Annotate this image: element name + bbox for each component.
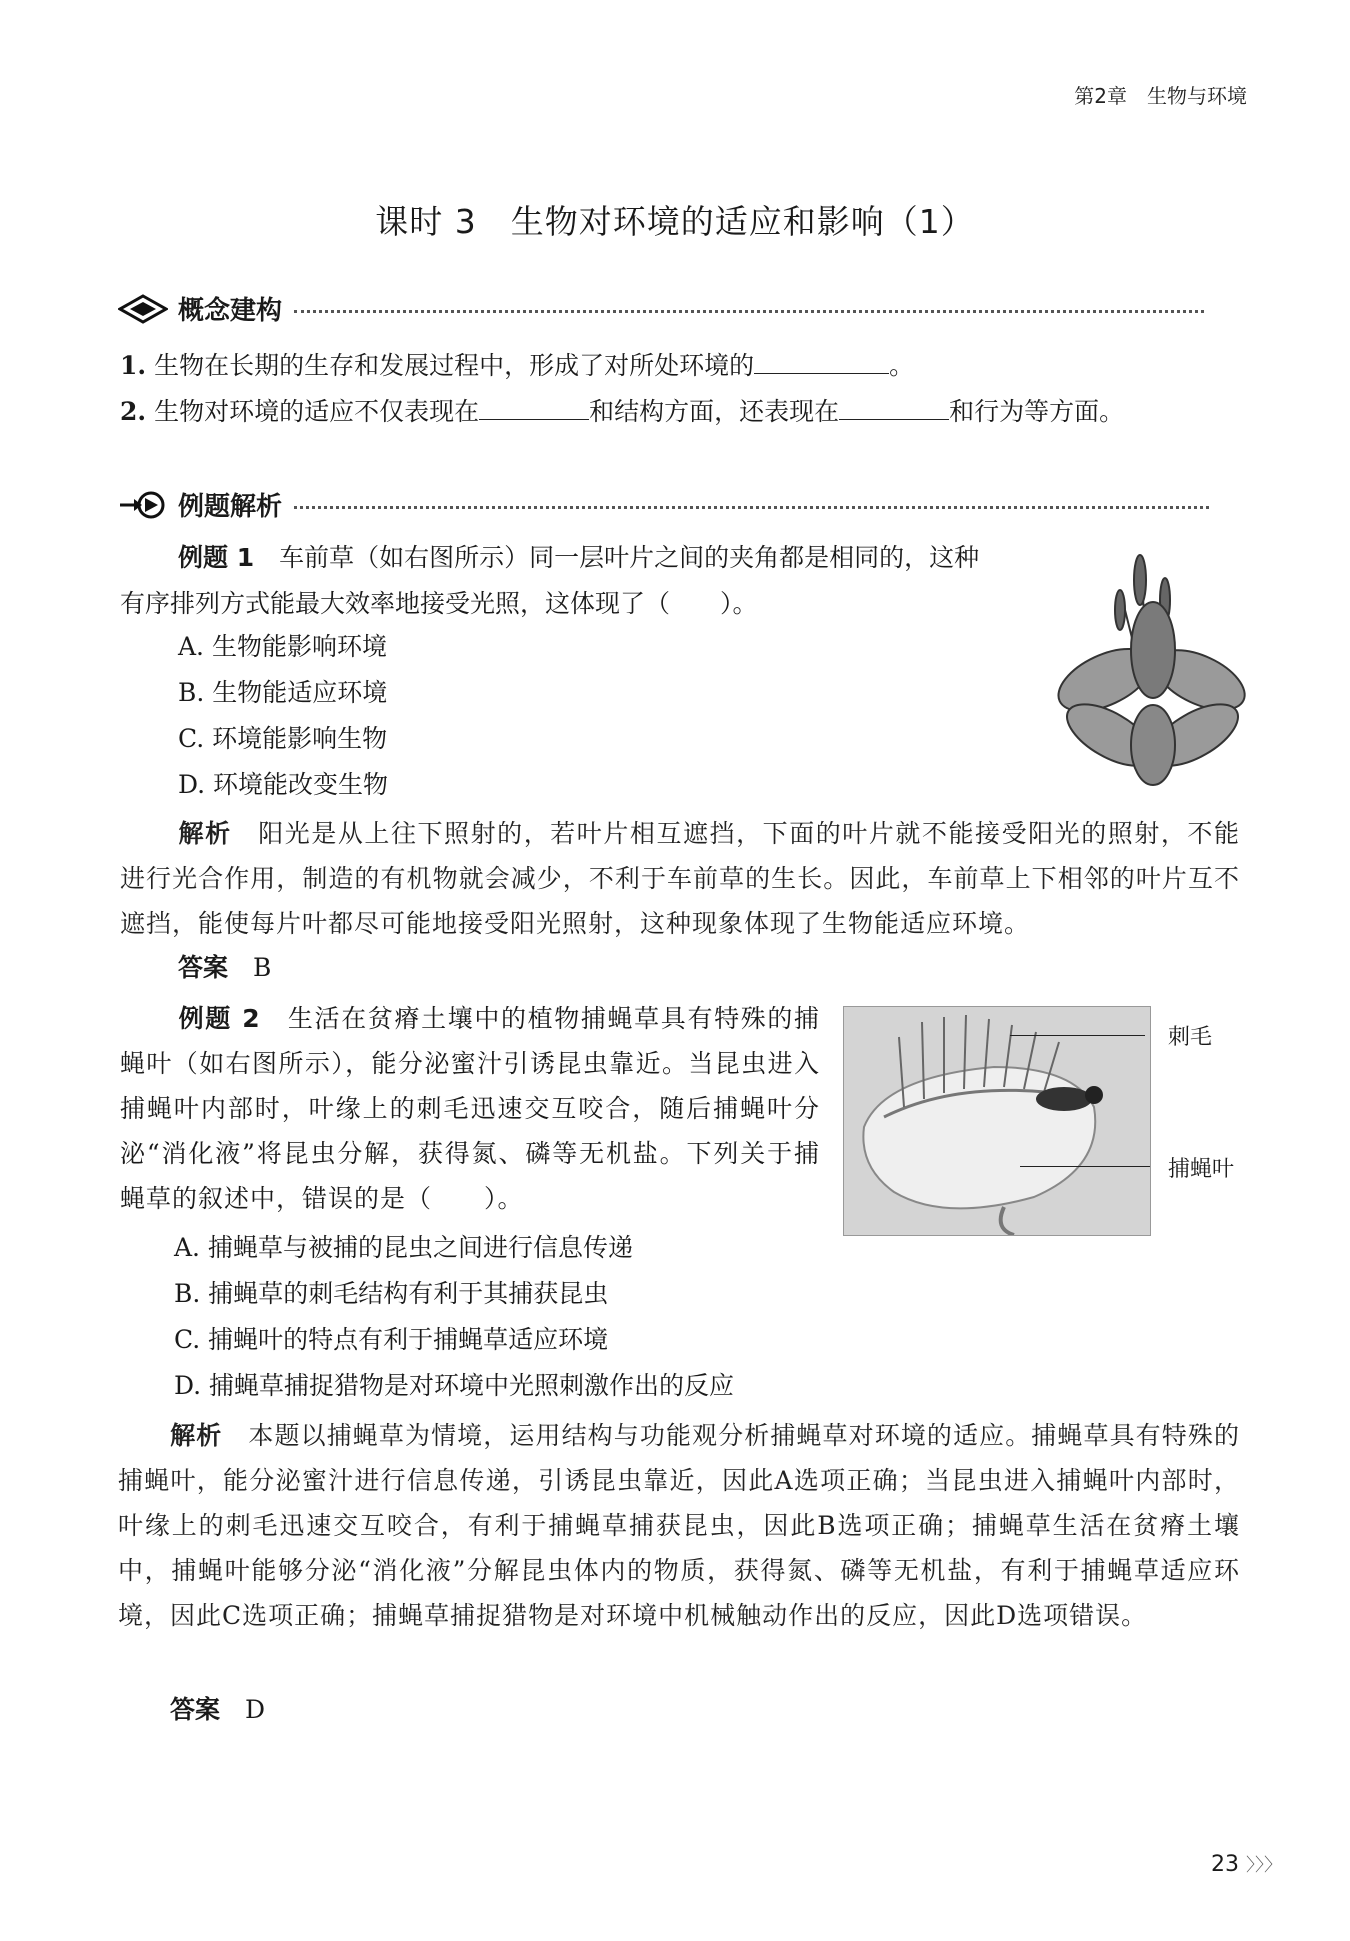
answer-label: 答案	[170, 1695, 221, 1724]
page-number	[1211, 1851, 1282, 1877]
example-1-options	[178, 624, 388, 808]
option-c: C. 捕蝇叶的特点有利于捕蝇草适应环境	[174, 1325, 609, 1354]
example-2-answer	[170, 1690, 265, 1730]
examples-heading-label: 例题解析	[178, 492, 283, 522]
answer-value: B	[253, 953, 272, 982]
example-1-analysis	[120, 811, 1240, 946]
example-1-line-1	[178, 538, 979, 578]
plantain-illustration	[1050, 540, 1250, 790]
concept-item-1	[120, 346, 914, 386]
leaf-label: 捕蝇叶	[1168, 1157, 1235, 1182]
answer-label: 答案	[178, 953, 229, 982]
analysis-label: 解析	[170, 1421, 223, 1450]
answer-blank[interactable]	[754, 351, 889, 374]
example-1-line-2: 有序排列方式能最大效率地接受光照，这体现了（ ）。	[120, 589, 758, 618]
example-2-text	[120, 996, 820, 1221]
analysis-text: 本题以捕蝇草为情境，运用结构与功能观分析捕蝇草对环境的适应。捕蝇草具有特殊的捕蝇叶，能分泌蜜汁进行信息传递，引诱昆虫靠近，因此A选项正确；当昆虫进入捕蝇叶内部时，叶缘上的刺毛迅速交互咬合，有利于捕蝇草捕获昆虫，因此B选项正确；捕蝇草生活在贫瘠土壤中，捕蝇叶能够分泌“消化液”分解昆虫体内的物质，获得氮、磷等无机盐，有利于捕蝇草适应环境，因此C选项正确；捕蝇草捕捉猎物是对环境中机械触动作出的反应，因此D选项错误。	[118, 1421, 1240, 1630]
flytrap-drawing	[844, 1007, 1150, 1235]
item-text-mid: 和结构方面，还表现在	[589, 397, 840, 426]
example-2-options	[174, 1225, 734, 1409]
option-d: D. 环境能改变生物	[178, 770, 389, 799]
page-arrows: 〉〉〉	[1246, 1855, 1282, 1876]
examples-heading	[118, 486, 1209, 523]
option-d: D. 捕蝇草捕捉猎物是对环境中光照刺激作出的反应	[174, 1371, 735, 1400]
example-2-question: 生活在贫瘠土壤中的植物捕蝇草具有特殊的捕蝇叶（如右图所示），能分泌蜜汁引诱昆虫靠近。当昆虫进入捕蝇叶内部时，叶缘上的刺毛迅速交互咬合，随后捕蝇叶分泌“消化液”将昆虫分解，获得氮、磷等无机盐。下列关于捕蝇草的叙述中，错误的是（ ）。	[120, 1004, 820, 1213]
example-1-answer	[178, 948, 271, 988]
chapter-header: 第2章 生物与环境	[1074, 84, 1247, 108]
option-c: C. 环境能影响生物	[178, 724, 388, 753]
flytrap-photo	[843, 1006, 1151, 1236]
item-text: 生物在长期的生存和发展过程中，形成了对所处环境的	[154, 351, 755, 380]
lesson-title: 课时 3 生物对环境的适应和影响（1）	[375, 202, 975, 241]
example-1-text: 车前草（如右图所示）同一层叶片之间的夹角都是相同的，这种	[279, 543, 980, 572]
item-text-end: 。	[889, 351, 915, 380]
bristle-label: 刺毛	[1168, 1025, 1213, 1050]
example-2-analysis	[118, 1413, 1240, 1638]
heading-divider	[294, 506, 1209, 509]
analysis-text: 阳光是从上往下照射的，若叶片相互遮挡，下面的叶片就不能接受阳光的照射，不能进行光合作用，制造的有机物就会减少，不利于车前草的生长。因此，车前草上下相邻的叶片互不遮挡，能使每片叶都尽可能地接受阳光照射，这种现象体现了生物能适应环境。	[120, 819, 1240, 938]
answer-blank[interactable]	[839, 397, 949, 420]
option-b: B. 捕蝇草的刺毛结构有利于其捕获昆虫	[174, 1279, 609, 1308]
heading-divider	[294, 310, 1204, 313]
concept-heading-label: 概念建构	[178, 296, 283, 326]
analysis-label: 解析	[178, 819, 232, 848]
option-a: A. 捕蝇草与被捕的昆虫之间进行信息传递	[174, 1233, 633, 1262]
option-a: A. 生物能影响环境	[178, 632, 387, 661]
answer-blank[interactable]	[479, 397, 589, 420]
example-2-label: 例题 2	[178, 1004, 261, 1033]
leaf-leader-line	[1020, 1166, 1150, 1167]
item-number: 1.	[120, 351, 147, 380]
item-number: 2.	[120, 397, 147, 426]
bristle-leader-line	[1010, 1035, 1145, 1036]
example-1-label: 例题 1	[178, 543, 255, 572]
answer-value: D	[245, 1695, 266, 1724]
concept-heading	[118, 290, 1204, 327]
item-text: 生物对环境的适应不仅表现在	[154, 397, 480, 426]
layers-icon	[118, 294, 168, 324]
arrow-target-icon	[118, 490, 168, 520]
item-text-end: 和行为等方面。	[949, 397, 1125, 426]
concept-item-2	[120, 392, 1124, 432]
page-number-value: 23	[1211, 1852, 1239, 1877]
option-b: B. 生物能适应环境	[178, 678, 388, 707]
